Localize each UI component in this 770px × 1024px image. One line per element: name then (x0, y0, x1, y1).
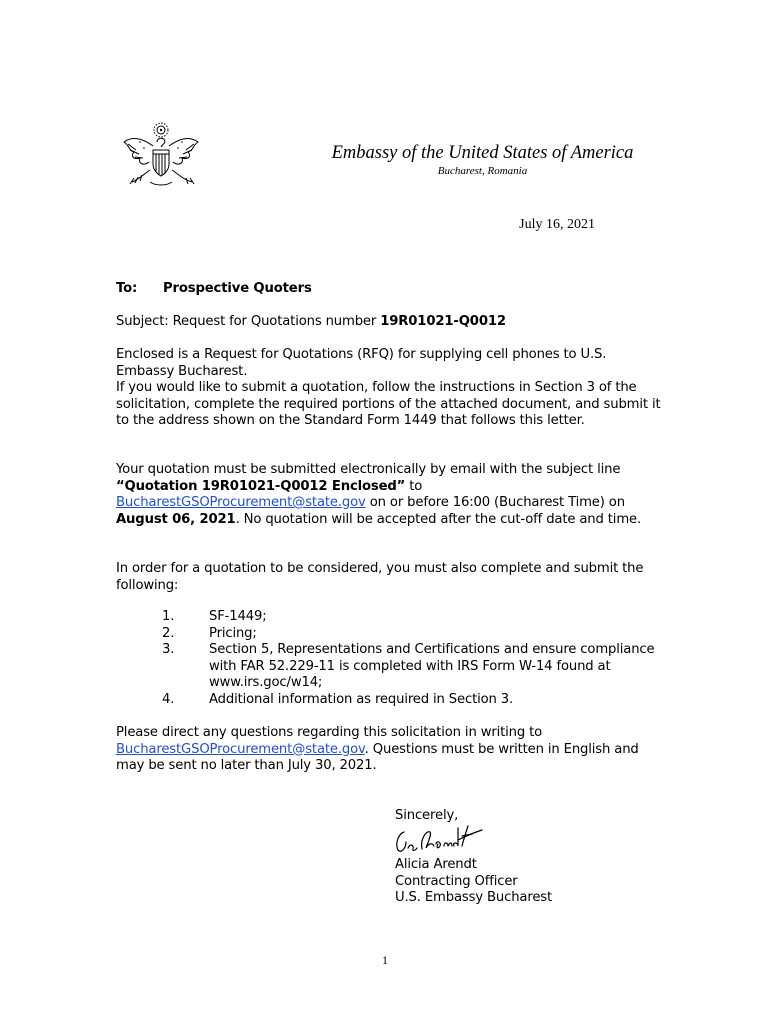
great-seal-eagle-icon (120, 120, 202, 196)
list-item-text: Section 5, Representations and Certifications and ensure compliance with FAR 52.229-11 is completed with IRS Form W-14 found at www.irs.goc/w14; (209, 642, 655, 690)
list-item (162, 609, 662, 626)
list-item-text: Additional information as required in Section 3. (209, 691, 514, 707)
intro-line-1: Enclosed is a Request for Quotations (RFQ) for supplying cell phones to U.S. Embassy Bucharest. (116, 347, 607, 379)
list-item-number: 2. (162, 625, 175, 641)
rfq-number: 19R01021-Q0012 (380, 314, 506, 329)
list-item-number: 3. (162, 642, 175, 657)
requirements-list (162, 609, 662, 708)
letter-date: July 16, 2021 (519, 217, 595, 232)
list-item (162, 692, 662, 709)
questions-text-1: Please direct any questions regarding this solicitation in writing to (116, 725, 543, 740)
submission-text-1: Your quotation must be submitted electronically by email with the subject line (116, 462, 621, 477)
submission-paragraph (116, 462, 664, 528)
email-subject-line: “Quotation 19R01021-Q0012 Enclosed” (116, 478, 406, 494)
requirements-intro: In order for a quotation to be considered, you must also complete and submit the following: (116, 561, 644, 593)
to-label: To: (116, 281, 138, 296)
closing-salutation: Sincerely, (395, 808, 459, 823)
signatory-name: Alicia Arendt (395, 857, 477, 872)
signatory-title: Contracting Officer (395, 873, 518, 889)
embassy-location: Bucharest, Romania (437, 165, 528, 177)
addressee: Prospective Quoters (163, 281, 312, 296)
submission-text-2: to (405, 478, 423, 494)
addressee-row (116, 281, 312, 298)
signatory-organization: U.S. Embassy Bucharest (395, 890, 553, 905)
subject-line (116, 314, 664, 331)
list-item (162, 642, 662, 692)
submission-text-4: . No quotation will be accepted after the cut-off date and time. (235, 511, 642, 527)
subject-prefix: Subject: Request for Quotations number (116, 314, 381, 329)
list-item (162, 626, 662, 643)
handwritten-signature-icon (392, 822, 484, 856)
list-item-text: Pricing; (209, 625, 257, 641)
questions-paragraph (116, 725, 664, 775)
page-number: 1 (382, 953, 388, 967)
questions-email-link[interactable]: BucharestGSOProcurement@state.gov (116, 741, 365, 757)
deadline-date: August 06, 2021 (116, 511, 236, 527)
intro-paragraph (116, 347, 664, 430)
list-item-number: 4. (162, 691, 175, 707)
signatory-block (395, 857, 645, 907)
questions-text-2: . Questions must be written in English and may be sent no later than July 30, 2021. (116, 741, 639, 773)
list-item-text: SF-1449; (209, 609, 267, 624)
submission-text-3: on or before 16:00 (Bucharest Time) on (365, 495, 625, 510)
intro-line-2: If you would like to submit a quotation, follow the instructions in Section 3 of the solicitation, complete the required portions of the attached document, and submit it to the address shown on the Standard Form 1449 that follows this letter. (116, 380, 661, 428)
procurement-email-link[interactable]: BucharestGSOProcurement@state.gov (116, 495, 366, 510)
list-item-number: 1. (162, 609, 175, 624)
embassy-title: Embassy of the United States of America (331, 143, 634, 163)
